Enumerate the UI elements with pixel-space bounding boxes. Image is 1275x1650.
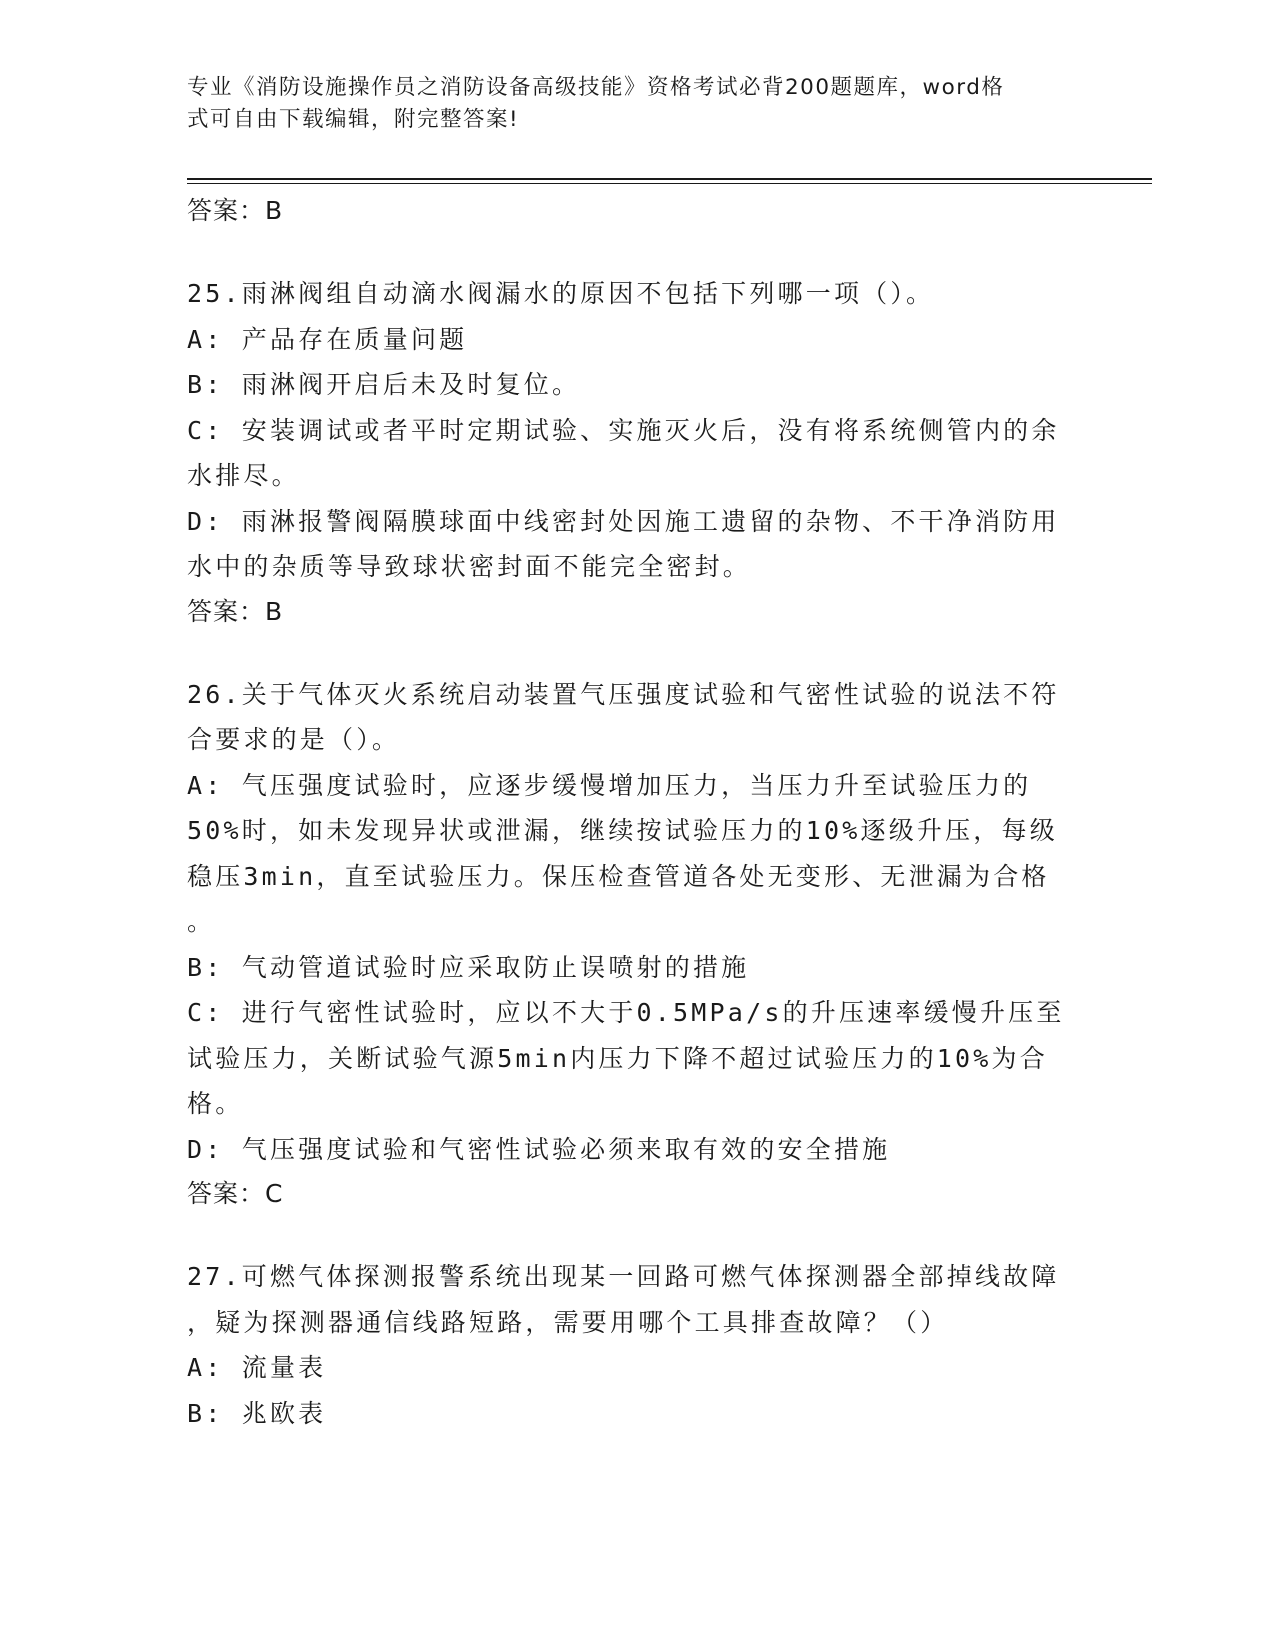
question-stem: 27.可燃气体探测报警系统出现某一回路可燃气体探测器全部掉线故障 — [187, 1262, 1060, 1291]
header-line-2: 式可自由下载编辑，附完整答案! — [187, 107, 520, 132]
option-b: B: 雨淋阀开启后未及时复位。 — [187, 370, 581, 399]
document-body — [187, 185, 1087, 1436]
header-divider-thin — [187, 183, 1152, 184]
answer-label: 答案：C — [187, 1179, 284, 1208]
option-a: A: 气压强度试验时，应逐步缓慢增加压力，当压力升至试验压力的 — [187, 770, 1032, 800]
question-27 — [187, 1254, 1087, 1436]
answer-label: 答案：B — [187, 596, 284, 626]
question-stem: 26.关于气体灭火系统启动装置气压强度试验和气密性试验的说法不符 — [187, 679, 1060, 709]
option-a-continued: 。 — [187, 907, 216, 936]
option-d-continued: 水中的杂质等导致球状密封面不能完全密封。 — [187, 552, 752, 581]
option-a: A: 产品存在质量问题 — [187, 324, 468, 354]
option-b: B: 气动管道试验时应采取防止误喷射的措施 — [187, 952, 750, 982]
question-stem-continued: ，疑为探测器通信线路短路，需要用哪个工具排查故障？（） — [187, 1307, 949, 1337]
option-c-continued: 水排尽。 — [187, 461, 300, 490]
option-c: C: 进行气密性试验时，应以不大于0.5MPa/s的升压速率缓慢升压至 — [187, 998, 1065, 1027]
option-a-continued: 稳压3min，直至试验压力。保压检查管道各处无变形、无泄漏为合格 — [187, 861, 1050, 891]
document-header — [187, 72, 1067, 136]
option-c-continued: 格。 — [187, 1089, 244, 1118]
question-26 — [187, 672, 1087, 1217]
option-c: C: 安装调试或者平时定期试验、实施灭火后，没有将系统侧管内的余 — [187, 415, 1060, 445]
option-a: A: 流量表 — [187, 1353, 327, 1382]
question-25 — [187, 271, 1087, 634]
question-stem: 25.雨淋阀组自动滴水阀漏水的原因不包括下列哪一项（）。 — [187, 279, 935, 308]
option-d: D: 气压强度试验和气密性试验必须来取有效的安全措施 — [187, 1134, 891, 1164]
option-c-continued: 试验压力，关断试验气源5min内压力下降不超过试验压力的10%为合 — [187, 1043, 1048, 1073]
answer-label: 答案：B — [187, 196, 284, 225]
option-b: B: 兆欧表 — [187, 1398, 327, 1428]
option-a-continued: 50%时，如未发现异状或泄漏，继续按试验压力的10%逐级升压，每级 — [187, 816, 1058, 845]
header-line-1: 专业《消防设施操作员之消防设备高级技能》资格考试必背200题题库，word格 — [187, 75, 1005, 100]
header-divider-thick — [187, 178, 1152, 180]
question-stem-continued: 合要求的是（）。 — [187, 725, 401, 754]
option-d: D: 雨淋报警阀隔膜球面中线密封处因施工遗留的杂物、不干净消防用 — [187, 506, 1060, 536]
